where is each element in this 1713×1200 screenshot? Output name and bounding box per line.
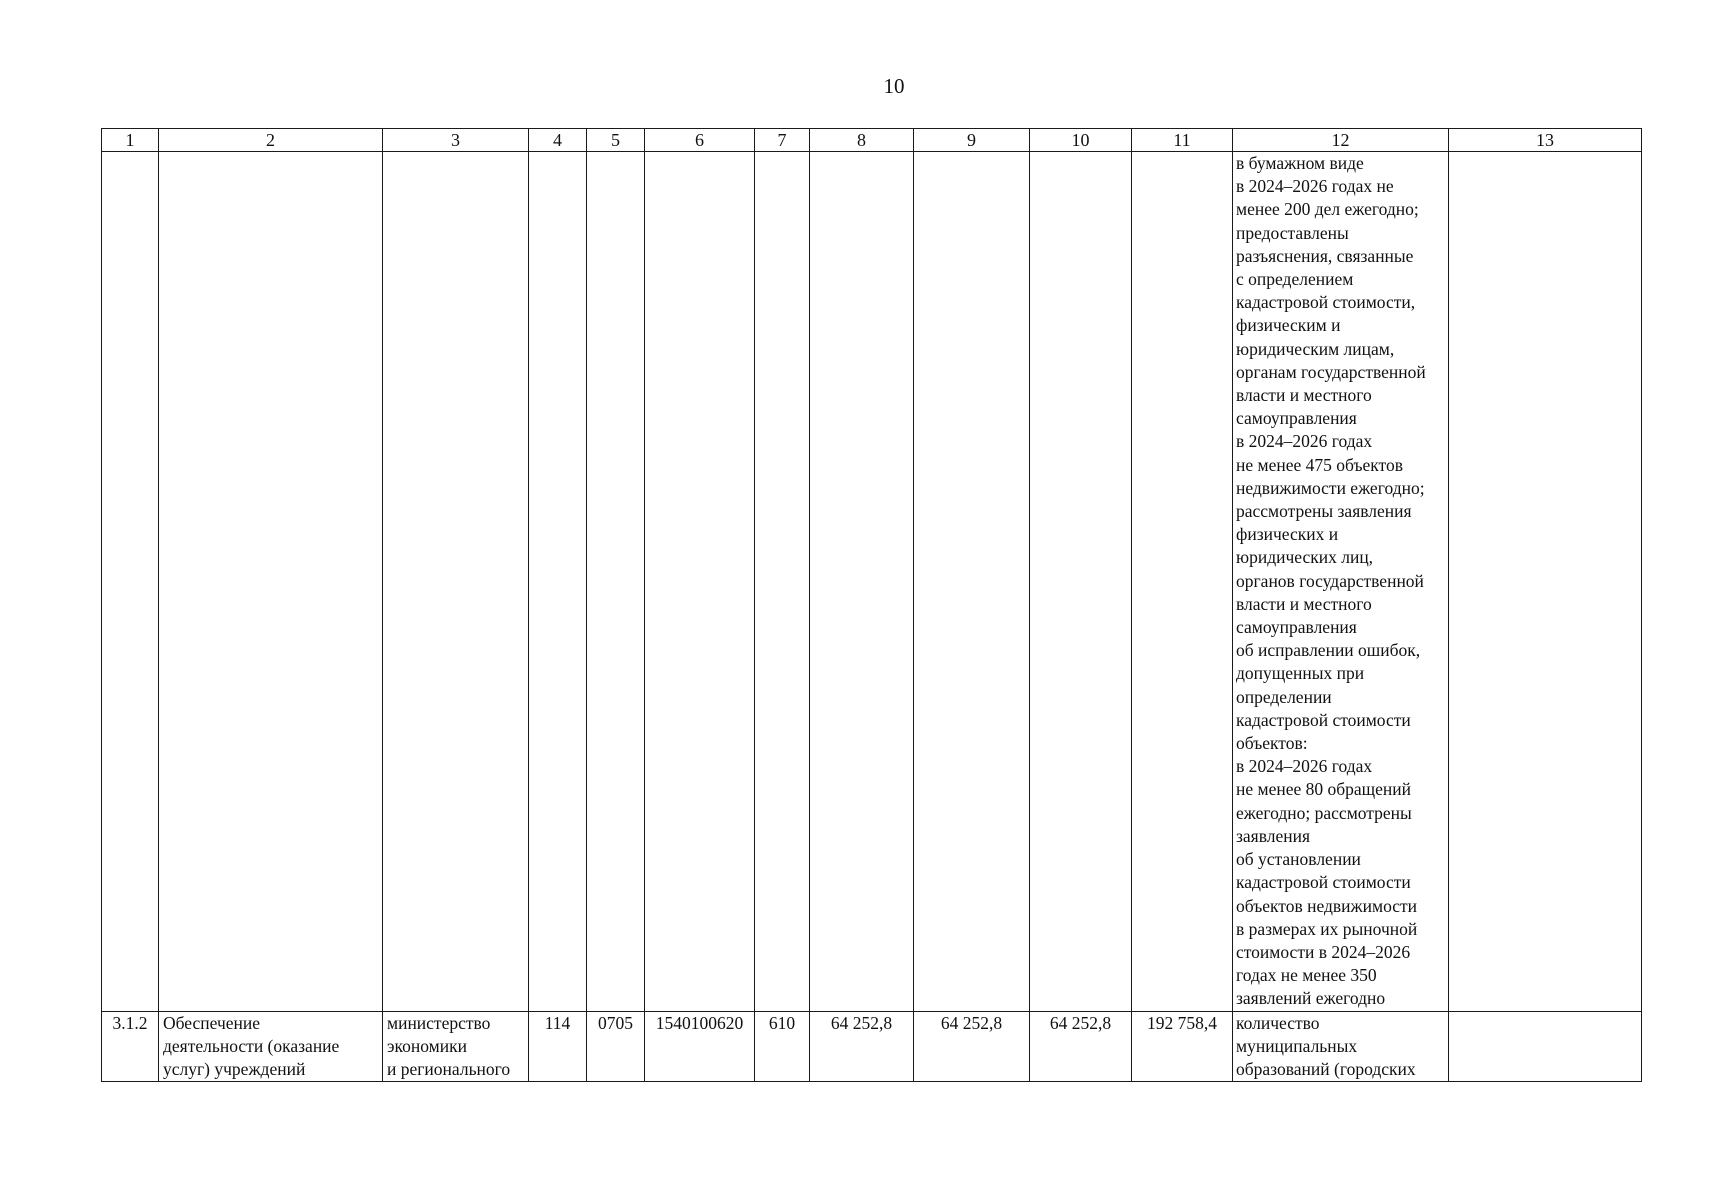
text-line: органам государственной	[1236, 361, 1426, 382]
text-line: допущенных при	[1236, 663, 1365, 684]
header-cell: 4	[529, 129, 587, 152]
item-number-cell: 3.1.2	[102, 1011, 159, 1082]
text-line: физических и	[1236, 524, 1339, 545]
amount-cell: 64 252,8	[914, 1011, 1030, 1082]
text-line: кадастровой стоимости	[1236, 709, 1411, 730]
text-line: в размерах их рыночной	[1236, 918, 1418, 939]
result-description-cell	[1233, 1011, 1449, 1082]
table-cell	[645, 152, 755, 1012]
text-line: экономики	[387, 1035, 467, 1056]
code-cell: 114	[529, 1011, 587, 1082]
table-cell	[1030, 152, 1132, 1012]
text-line: менее 200 дел ежегодно;	[1236, 199, 1419, 220]
text-line: деятельности (оказание	[163, 1035, 340, 1056]
text-line: ежегодно; рассмотрены	[1236, 802, 1412, 823]
header-cell: 3	[383, 129, 529, 152]
text-line: власти и местного	[1236, 593, 1372, 614]
code-cell: 1540100620	[645, 1011, 755, 1082]
header-cell: 5	[587, 129, 645, 152]
table-cell	[1449, 152, 1642, 1012]
text-line: объектов:	[1236, 733, 1308, 754]
amount-cell: 64 252,8	[1030, 1011, 1132, 1082]
table-row-3-1-2	[102, 1011, 1642, 1082]
text-line: предоставлены	[1236, 222, 1349, 243]
text-line: власти и местного	[1236, 385, 1372, 406]
text-line: и регионального	[387, 1058, 511, 1079]
text-line: заявления	[1236, 825, 1311, 846]
table-cell	[383, 152, 529, 1012]
header-cell: 9	[914, 129, 1030, 152]
text-line: кадастровой стоимости,	[1236, 292, 1416, 313]
text-line: разъяснения, связанные	[1236, 245, 1414, 266]
table-cell	[1132, 152, 1233, 1012]
text-line: муниципальных	[1236, 1035, 1358, 1056]
responsible-executor-cell	[383, 1011, 529, 1082]
table-cell	[529, 152, 587, 1012]
text-line: юридическим лицам,	[1236, 338, 1395, 359]
program-table	[101, 128, 1642, 1082]
table-cell	[159, 152, 383, 1012]
amount-cell: 64 252,8	[810, 1011, 914, 1082]
header-cell: 11	[1132, 129, 1233, 152]
header-cell: 8	[810, 129, 914, 152]
table-cell	[1449, 1011, 1642, 1082]
text-line: с определением	[1236, 269, 1354, 290]
header-cell: 10	[1030, 129, 1132, 152]
header-cell: 1	[102, 129, 159, 152]
text-line: заявлений ежегодно	[1236, 988, 1386, 1009]
text-line: количество	[1236, 1012, 1320, 1033]
text-line: образований (городских	[1236, 1058, 1416, 1079]
text-line: министерство	[387, 1012, 491, 1033]
text-line: рассмотрены заявления	[1236, 501, 1412, 522]
table-cell	[587, 152, 645, 1012]
measure-name-cell	[159, 1011, 383, 1082]
header-cell: 12	[1233, 129, 1449, 152]
table-cell	[755, 152, 810, 1012]
text-line: стоимости в 2024–2026	[1236, 941, 1411, 962]
text-line: в 2024–2026 годах	[1236, 756, 1373, 777]
text-line: годах не менее 350	[1236, 965, 1377, 986]
text-line: юридических лиц,	[1236, 547, 1374, 568]
text-line: Обеспечение	[163, 1012, 261, 1033]
code-cell: 0705	[587, 1011, 645, 1082]
text-line: в бумажном виде	[1236, 153, 1364, 173]
text-line: объектов недвижимости	[1236, 895, 1418, 916]
page-number: 10	[883, 74, 905, 98]
text-line: самоуправления	[1236, 408, 1357, 429]
header-cell: 7	[755, 129, 810, 152]
text-line: не менее 475 объектов	[1236, 454, 1403, 475]
header-cell: 13	[1449, 129, 1642, 152]
text-line: в 2024–2026 годах	[1236, 431, 1373, 452]
text-line: органов государственной	[1236, 570, 1424, 591]
text-line: кадастровой стоимости	[1236, 872, 1411, 893]
text-line: об установлении	[1236, 849, 1361, 870]
code-cell: 610	[755, 1011, 810, 1082]
table-cell	[810, 152, 914, 1012]
header-cell: 2	[159, 129, 383, 152]
text-line: об исправлении ошибок,	[1236, 640, 1421, 661]
text-line: определении	[1236, 686, 1332, 707]
table-cell	[914, 152, 1030, 1012]
text-line: недвижимости ежегодно;	[1236, 477, 1425, 498]
table-header-row	[102, 129, 1642, 152]
text-line: самоуправления	[1236, 617, 1357, 638]
header-cell: 6	[645, 129, 755, 152]
result-description-cell	[1233, 152, 1449, 1012]
table-row-continuation	[102, 152, 1642, 1012]
text-line: не менее 80 обращений	[1236, 779, 1412, 800]
text-line: услуг) учреждений	[163, 1058, 306, 1079]
text-line: в 2024–2026 годах не	[1236, 176, 1394, 197]
total-amount-cell: 192 758,4	[1132, 1011, 1233, 1082]
table-cell	[102, 152, 159, 1012]
text-line: физическим и	[1236, 315, 1341, 336]
